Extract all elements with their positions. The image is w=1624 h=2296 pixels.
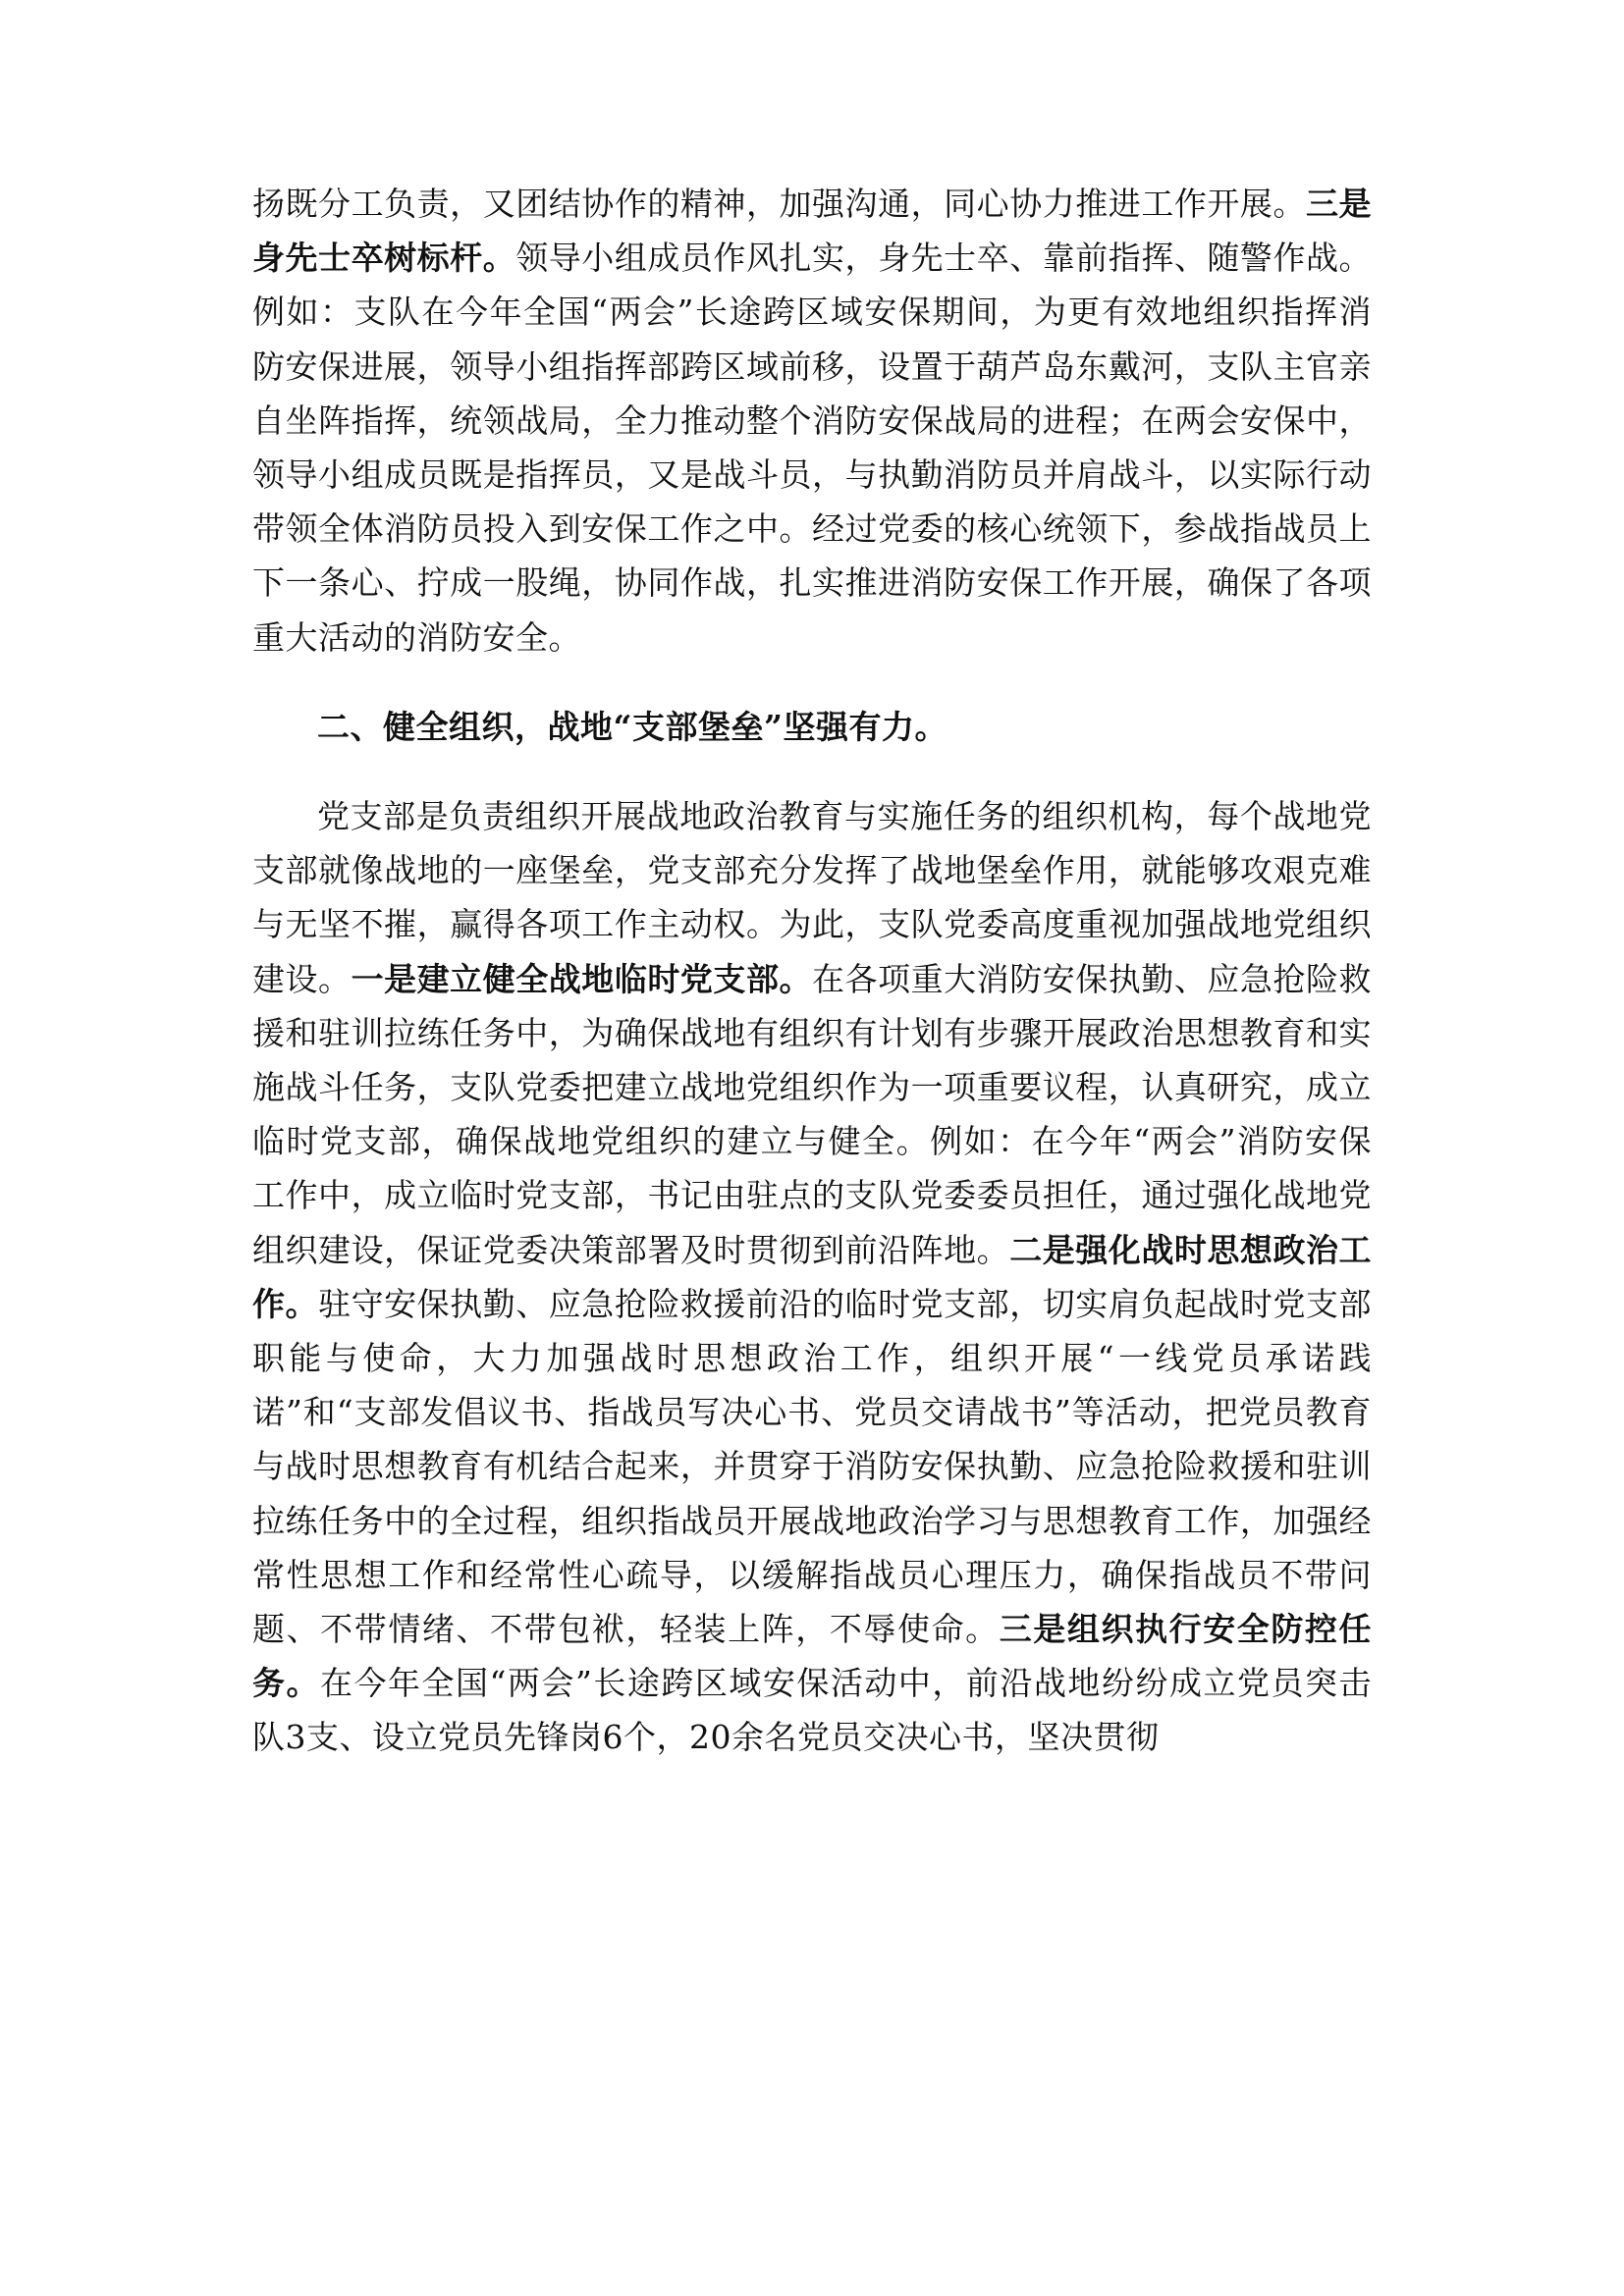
paragraph-2-text-3: 驻守安保执勤、应急抢险救援前沿的临时党支部，切实肩负起战时党支部职能与使命，大力加强战时思想政治工作，组织开展“一线党员承诺践诺”和“支部发倡议书、指战员写决心书、党员交请战书”等活动，把党员教育与战时思想教育有机结合起来，并贯穿于消防安保执勤、应急抢险救援和驻训拉练任务中的全过程，组织指战员开展战地政治学习与思想教育工作，加强经常性思想工作和经常性心疏导，以缓解指战员心理压力，确保指战员不带问题、不带情绪、不带包袱，轻装上阵，不辱使命。 xyxy=(252,1284,1373,1649)
key-point-lead-by-example: 三是身先士卒树标杆。 xyxy=(252,185,1373,278)
paragraph-1-text-2: 领导小组成员作风扎实，身先士卒、靠前指挥、随警作战。例如：支队在今年全国“两会”长途跨区域安保期间，为更有效地组织指挥消防安保进展，领导小组指挥部跨区域前移，设置于葫芦岛东戴河，支队主官亲自坐阵指挥，统领战局，全力推动整个消防安保战局的进程；在两会安保中，领导小组成员既是指挥员，又是战斗员，与执勤消防员并肩战斗，以实际行动带领全体消防员投入到安保工作之中。经过党委的核心统领下，参战指战员上下一条心、拧成一股绳，协同作战，扎实推进消防安保工作开展，确保了各项重大活动的消防安全。 xyxy=(252,239,1373,657)
key-point-temporary-branch: 一是建立健全战地临时党支部。 xyxy=(351,959,813,998)
key-point-political-work: 二是强化战时思想政治工作。 xyxy=(252,1230,1373,1323)
body-paragraph-1 xyxy=(252,177,1372,665)
paragraph-1-text-1: 扬既分工负责，又团结协作的精神，加强沟通，同心协力推进工作开展。 xyxy=(252,185,1306,223)
paragraph-2-text-1: 党支部是负责组织开展战地政治教育与实施任务的组织机构，每个战地党支部就像战地的一座堡垒，党支部充分发挥了战地堡垒作用，就能够攻艰克难与无坚不摧，赢得各项工作主动权。为此，支队党委高度重视加强战地党组织建设。 xyxy=(252,797,1372,998)
section-heading-2: 二、健全组织，战地“支部堡垒”坚强有力。 xyxy=(317,707,947,746)
paragraph-2-text-4: 在今年全国“两会”长途跨区域安保活动中，前沿战地纷纷成立党员突击队3支、设立党员先锋岗6个，20余名党员交决心书，坚决贯彻 xyxy=(252,1664,1372,1757)
paragraph-2-text-2: 在各项重大消防安保执勤、应急抢险救援和驻训拉练任务中，为确保战地有组织有计划有步骤开展政治思想教育和实施战斗任务，支队党委把建立战地党组织作为一项重要议程，认真研究，成立临时党支部，确保战地党组织的建立与健全。例如：在今年“两会”消防安保工作中，成立临时党支部，书记由驻点的支队党委委员担任，通过强化战地党组织建设，保证党委决策部署及时贯彻到前沿阵地。 xyxy=(252,959,1373,1269)
document-body xyxy=(252,177,1372,1765)
key-point-security-tasks: 三是组织执行安全防控任务。 xyxy=(252,1610,1372,1703)
body-paragraph-2 xyxy=(252,789,1372,1765)
